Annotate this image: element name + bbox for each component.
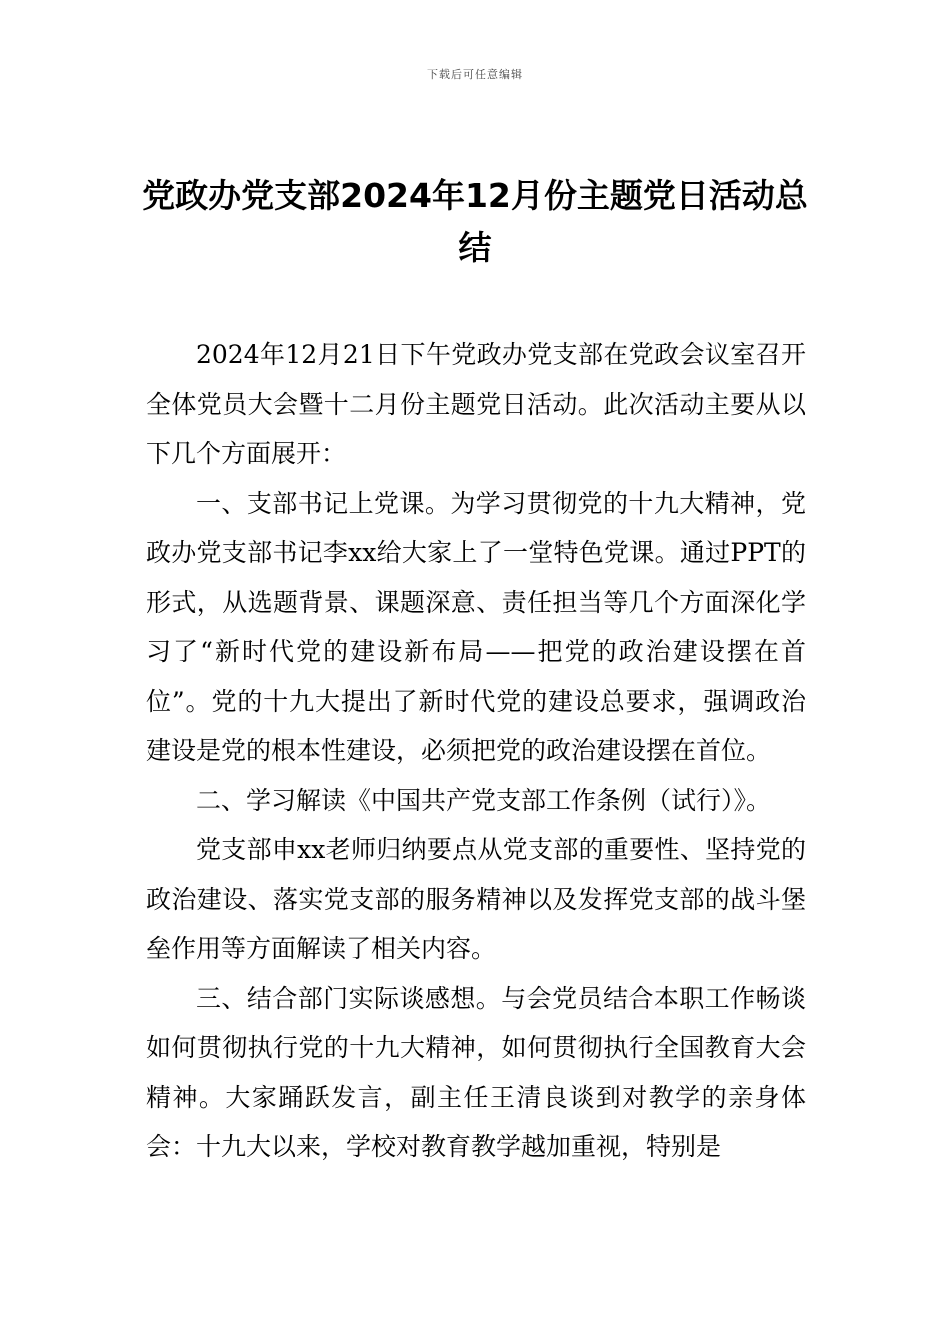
paragraph-section-two-body: 党支部申xx老师归纳要点从党支部的重要性、坚持党的政治建设、落实党支部的服务精神以及发挥党支部的战斗堡垒作用等方面解读了相关内容。 [146, 835, 806, 963]
document-title: 党政办党支部2024年12月份主题党日活动总结 [142, 176, 808, 267]
paragraph-section-one: 一、支部书记上党课。为学习贯彻党的十九大精神，党政办党支部书记李xx给大家上了一堂特色党课。通过PPT的形式，从选题背景、课题深意、责任担当等几个方面深化学习了“新时代党的建设新布局——把党的政治建设摆在首位”。党的十九大提出了新时代党的建设总要求，强调政治建设是党的根本性建设，必须把党的政治建设摆在首位。 [146, 488, 806, 765]
paragraph-section-three: 三、结合部门实际谈感想。与会党员结合本职工作畅谈如何贯彻执行党的十九大精神，如何贯彻执行全国教育大会精神。大家踊跃发言，副主任王清良谈到对教学的亲身体会：十九大以来，学校对教育教学越加重视，特别是 [146, 983, 806, 1161]
paragraph-section-two-heading: 二、学习解读《中国共产党支部工作条例（试行）》。 [196, 785, 772, 815]
header-note: 下载后可任意编辑 [427, 68, 523, 81]
paragraph-intro: 2024年12月21日下午党政办党支部在党政会议室召开全体党员大会暨十二月份主题党日活动。此次活动主要从以下几个方面展开： [146, 340, 806, 468]
document-body [146, 330, 806, 1172]
